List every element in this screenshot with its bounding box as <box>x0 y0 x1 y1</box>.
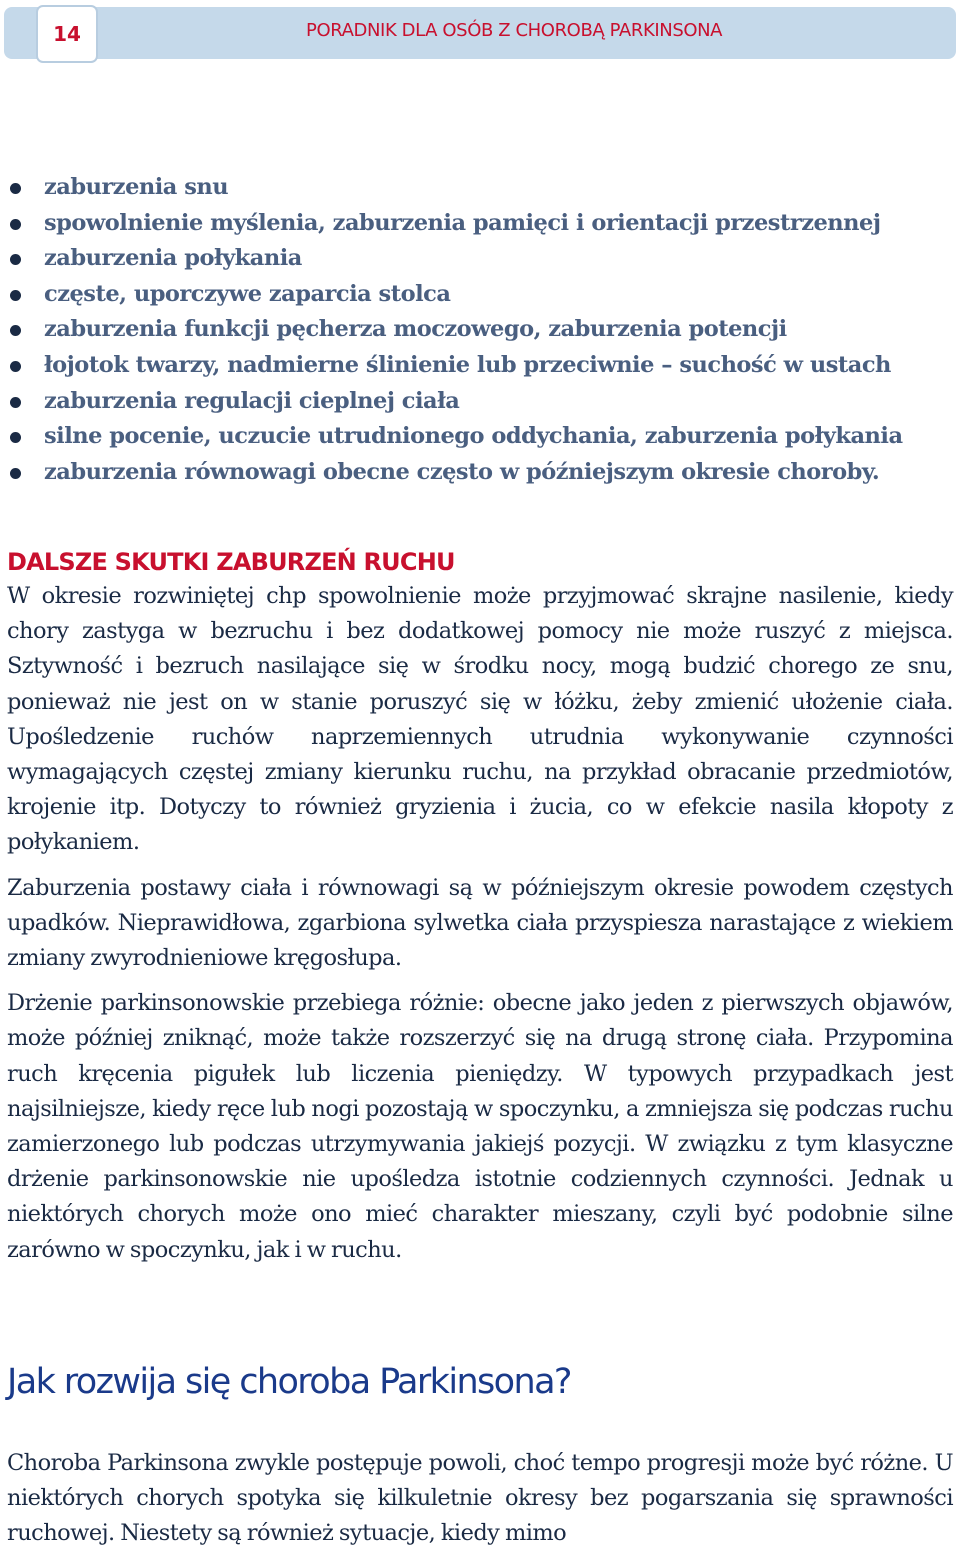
paragraph: W okresie rozwiniętej chp spowolnienie może przyjmować skrajne nasilenie, kiedy chory zastyga w bezruchu i bez dodatkowej pomocy nie może ruszyć z miejsca. Sztywność i bezruch nasilające się w środku nocy, mogą budzić chorego ze snu, ponieważ nie jest on w stanie poruszyć się w łóżku, żeby zmienić ułożenie ciała. Upośledzenie ruchów naprzemiennych utrudnia wykonywanie czynności wymagających częstej zmiany kierunku ruchu, na przykład obracanie przedmiotów, krojenie itp. Dotyczy to również gryzienia i żucia, co w efekcie nasila kłopoty z połykaniem. <box>7 583 953 856</box>
list-item-text: zaburzenia połykania <box>44 245 302 272</box>
paragraph: Drżenie parkinsonowskie przebiega różnie: obecne jako jeden z pierwszych objawów, może później zniknąć, może także rozszerzyć się na drugą stronę ciała. Przypomina ruch kręcenia pigułek lub liczenia pieniędzy. W typowych przypadkach jest najsilniejsze, kiedy ręce lub nogi pozostają w spoczynku, a zmniejsza się podczas ruchu zamierzonego lub podczas utrzymywania jakiejś pozycji. W związku z tym klasyczne drżenie parkinsonowskie nie upośledza istotnie codziennych czynności. Jednak u niektórych chorych może ono mieć charakter mieszany, czyli być podobnie silne zarówno w spoczynku, jak i w ruchu. <box>7 990 953 1263</box>
bullet-icon <box>10 290 21 301</box>
symptom-list <box>0 170 903 490</box>
running-title: PORADNIK DLA OSÓB Z CHOROBĄ PARKINSONA <box>306 20 723 41</box>
bullet-icon <box>10 325 21 336</box>
bullet-icon <box>10 254 21 265</box>
list-item-text: zaburzenia równowagi obecne często w późniejszym okresie choroby. <box>44 458 880 485</box>
list-item-text: zaburzenia regulacji cieplnej ciała <box>44 387 460 414</box>
list-item-text: zaburzenia snu <box>44 174 229 200</box>
list-item-text: zaburzenia funkcji pęcherza moczowego, zaburzenia potencji <box>44 316 787 343</box>
bullet-icon <box>10 468 21 479</box>
list-item-text: spowolnienie myślenia, zaburzenia pamięci i orientacji przestrzennej <box>44 209 881 236</box>
bullet-icon <box>10 183 21 194</box>
page-number: 14 <box>36 5 98 63</box>
list-item-text: łojotok twarzy, nadmierne ślinienie lub przeciwnie – suchość w ustach <box>44 351 891 378</box>
list-item <box>0 170 903 206</box>
bullet-icon <box>10 219 21 230</box>
bullet-icon <box>10 361 21 372</box>
page-header <box>0 0 960 70</box>
list-item <box>0 455 903 491</box>
chapter-heading: Jak rozwija się choroba Parkinsona? <box>7 1362 571 1402</box>
section-body <box>7 545 953 1268</box>
list-item <box>0 241 903 277</box>
list-item-text: częste, uporczywe zaparcia stolca <box>44 280 451 307</box>
list-item <box>0 384 903 420</box>
paragraph: Zaburzenia postawy ciała i równowagi są w późniejszym okresie powodem częstych upadków. Nieprawidłowa, zgarbiona sylwetka ciała przyspiesza narastające z wiekiem zmiany zwyrodnieniowe kręgosłupa. <box>7 874 953 972</box>
list-item <box>0 348 903 384</box>
bullet-icon <box>10 432 21 443</box>
paragraph: Choroba Parkinsona zwykle postępuje powoli, choć tempo progresji może być różne. U niektórych chorych spotyka się kilkuletnie okresy bez pogarszania się sprawności ruchowej. Niestety są również sytuacje, kiedy mimo <box>7 1450 953 1547</box>
list-item <box>0 419 903 455</box>
section-heading: DALSZE SKUTKI ZABURZEŃ RUCHU <box>7 548 455 576</box>
list-item <box>0 312 903 348</box>
list-item-text: silne pocenie, uczucie utrudnionego oddychania, zaburzenia połykania <box>44 423 903 450</box>
list-item <box>0 277 903 313</box>
chapter-body <box>7 1446 953 1552</box>
bullet-icon <box>10 397 21 408</box>
list-item <box>0 206 903 242</box>
